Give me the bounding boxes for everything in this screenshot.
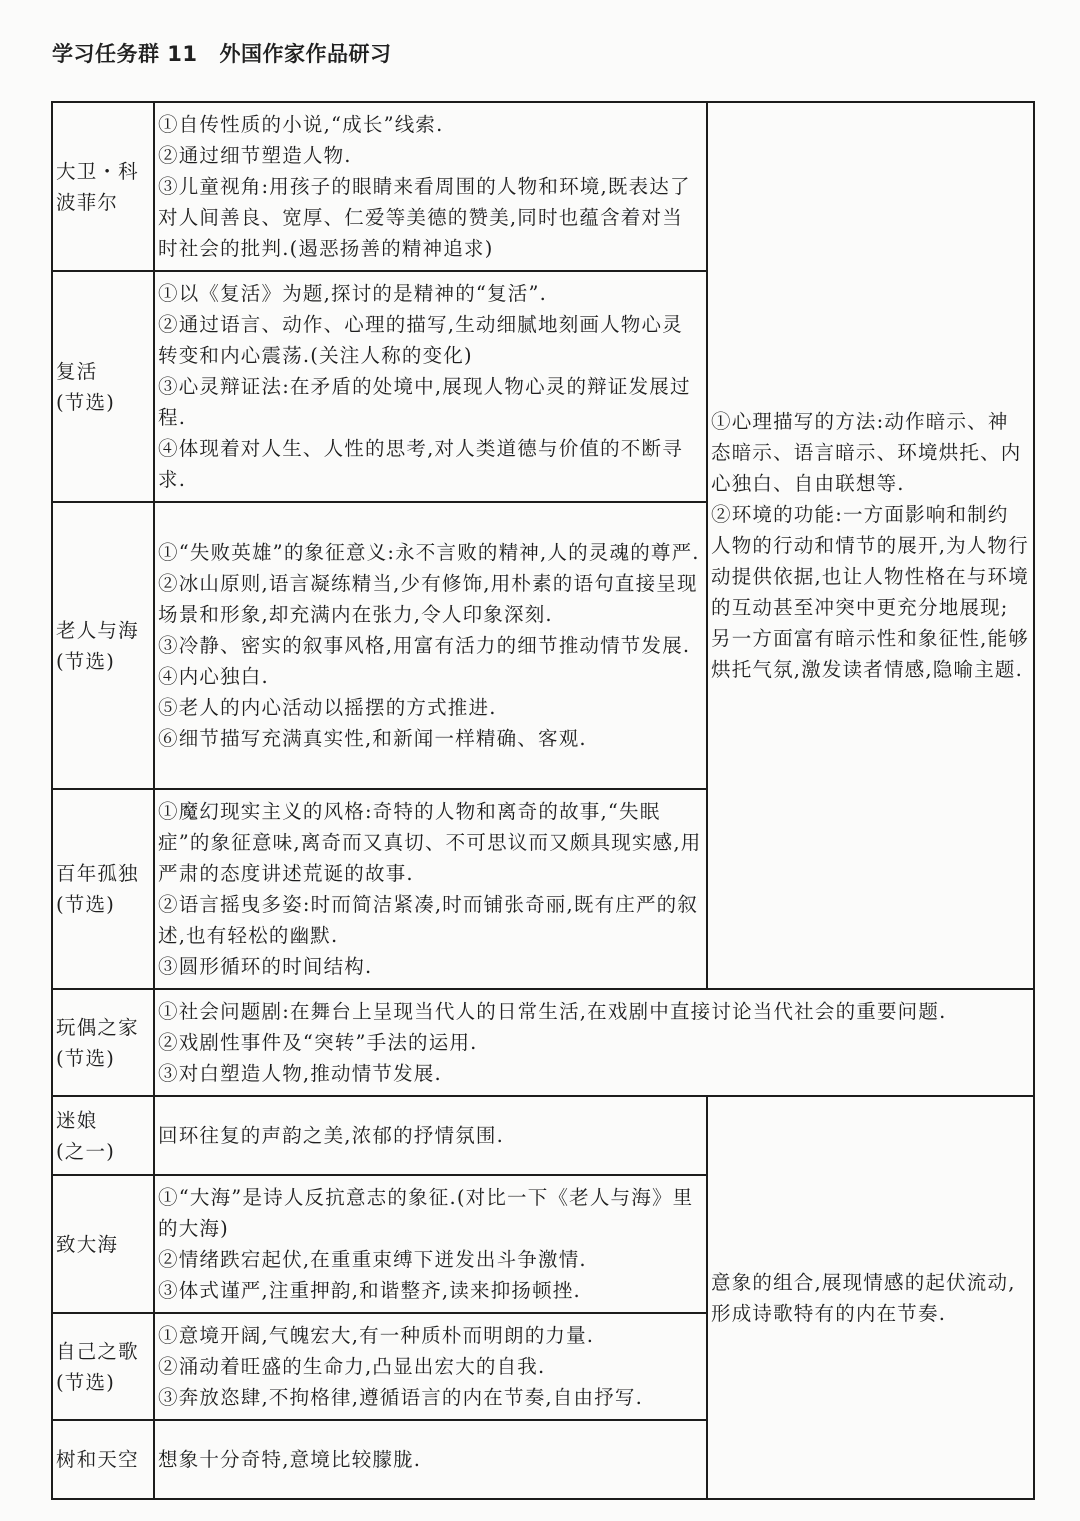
note-line: ①“失败英雄”的象征意义:永不言败的精神,人的灵魂的尊严.	[158, 541, 700, 564]
work-title-line: 大卫・科	[56, 159, 139, 183]
work-title-line: 自己之歌	[56, 1339, 139, 1363]
note-line: ③奔放恣肆,不拘格律,遵循语言的内在节奏,自由抒写.	[158, 1386, 643, 1409]
page-title: 外国作家作品研习	[219, 42, 392, 66]
work-title-cell	[52, 989, 154, 1096]
summary-line: ②环境的功能:一方面影响和制约人物的行动和情节的展开,为人物行动提供依据,也让人物性格在与环境的互动甚至冲突中更充分地展现;另一方面富有暗示性和象征性,能够烘托气氛,激发读者情感,隐喻主题.	[711, 503, 1029, 681]
work-title-cell	[52, 1175, 154, 1313]
work-title-line: 树和天空	[56, 1448, 139, 1471]
note-line: ④体现着对人生、人性的思考,对人类道德与价值的不断寻求.	[158, 437, 683, 491]
note-line: ②通过细节塑造人物.	[158, 144, 352, 167]
work-title-cell	[52, 1313, 154, 1420]
fiction-summary-cell	[707, 102, 1034, 989]
table-row	[52, 102, 1034, 271]
note-line: ②通过语言、动作、心理的描写,生动细腻地刻画人物心灵转变和内心震荡.(关注人称的变化)	[158, 313, 683, 367]
work-title-line: (节选)	[56, 1046, 116, 1070]
note-line: ①意境开阔,气魄宏大,有一种质朴而明朗的力量.	[158, 1324, 595, 1347]
work-title-line: (节选)	[56, 649, 116, 673]
task-group-label: 学习任务群 11	[52, 42, 198, 66]
note-line: ①以《复活》为题,探讨的是精神的“复活”.	[158, 282, 548, 305]
note-line: ①社会问题剧:在舞台上呈现当代人的日常生活,在戏剧中直接讨论当代社会的重要问题.	[158, 1000, 947, 1023]
notes-cell	[154, 102, 707, 271]
note-line: ⑤老人的内心活动以摇摆的方式推进.	[158, 696, 497, 719]
work-title-line: (之一)	[56, 1139, 116, 1163]
note-line: ③儿童视角:用孩子的眼睛来看周围的人物和环境,既表达了对人间善良、宽厚、仁爱等美德的赞美,同时也蕴含着对当时社会的批判.(遏恶扬善的精神追求)	[158, 175, 691, 260]
note-line: ⑥细节描写充满真实性,和新闻一样精确、客观.	[158, 727, 587, 750]
work-title-line: (节选)	[56, 390, 116, 414]
summary-line: 意象的组合,展现情感的起伏流动,形成诗歌特有的内在节奏.	[711, 1270, 1016, 1325]
work-title-cell	[52, 789, 154, 989]
work-title-line: (节选)	[56, 1370, 116, 1394]
notes-cell	[154, 502, 707, 789]
table-row	[52, 1096, 1034, 1175]
notes-cell	[154, 271, 707, 502]
note-line: ③体式谨严,注重押韵,和谐整齐,读来抑扬顿挫.	[158, 1279, 581, 1302]
page-header	[52, 38, 392, 68]
work-title-line: 波菲尔	[56, 190, 119, 214]
note-line: ②涌动着旺盛的生命力,凸显出宏大的自我.	[158, 1355, 546, 1378]
notes-cell	[154, 1313, 707, 1420]
note-line: ①“大海”是诗人反抗意志的象征.(对比一下《老人与海》里的大海)	[158, 1186, 694, 1240]
note-line: 回环往复的声韵之美,浓郁的抒情氛围.	[158, 1124, 504, 1147]
work-title-line: 百年孤独	[56, 862, 139, 885]
study-table	[51, 101, 1035, 1500]
work-title-line: 致大海	[56, 1232, 119, 1256]
table-row	[52, 989, 1034, 1096]
work-title-line: 老人与海	[56, 618, 139, 642]
work-title-cell	[52, 102, 154, 271]
notes-cell	[154, 789, 707, 989]
work-title-cell	[52, 1420, 154, 1499]
work-title-cell	[52, 271, 154, 502]
note-line: ③心灵辩证法:在矛盾的处境中,展现人物心灵的辩证发展过程.	[158, 375, 691, 429]
note-line: ③圆形循环的时间结构.	[158, 955, 373, 978]
note-line: ③冷静、密实的叙事风格,用富有活力的细节推动情节发展.	[158, 634, 691, 657]
note-line: ②情绪跌宕起伏,在重重束缚下迸发出斗争激情.	[158, 1248, 587, 1271]
work-title-line: 玩偶之家	[56, 1015, 139, 1039]
note-line: ①自传性质的小说,“成长”线索.	[158, 113, 444, 136]
notes-cell	[154, 989, 1034, 1096]
note-line: ③对白塑造人物,推动情节发展.	[158, 1062, 442, 1085]
note-line: ②冰山原则,语言凝练精当,少有修饰,用朴素的语句直接呈现场景和形象,却充满内在张力,令人印象深刻.	[158, 572, 698, 626]
poetry-summary-cell	[707, 1096, 1034, 1499]
work-title-line: (节选)	[56, 893, 116, 916]
summary-line: ①心理描写的方法:动作暗示、神态暗示、语言暗示、环境烘托、内心独白、自由联想等.	[711, 410, 1022, 495]
note-line: ②戏剧性事件及“突转”手法的运用.	[158, 1031, 478, 1054]
notes-cell	[154, 1175, 707, 1313]
work-title-line: 迷娘	[56, 1108, 98, 1132]
note-line: ②语言摇曳多姿:时而简洁紧凑,时而铺张奇丽,既有庄严的叙述,也有轻松的幽默.	[158, 893, 699, 947]
work-title-line: 复活	[56, 359, 98, 383]
note-line: ①魔幻现实主义的风格:奇特的人物和离奇的故事,“失眠症”的象征意味,离奇而又真切、不可思议而又颇具现实感,用严肃的态度讲述荒诞的故事.	[158, 800, 702, 885]
work-title-cell	[52, 502, 154, 789]
notes-cell	[154, 1096, 707, 1175]
notes-cell	[154, 1420, 707, 1499]
note-line: ④内心独白.	[158, 665, 269, 688]
work-title-cell	[52, 1096, 154, 1175]
note-line: 想象十分奇特,意境比较朦胧.	[158, 1448, 422, 1471]
